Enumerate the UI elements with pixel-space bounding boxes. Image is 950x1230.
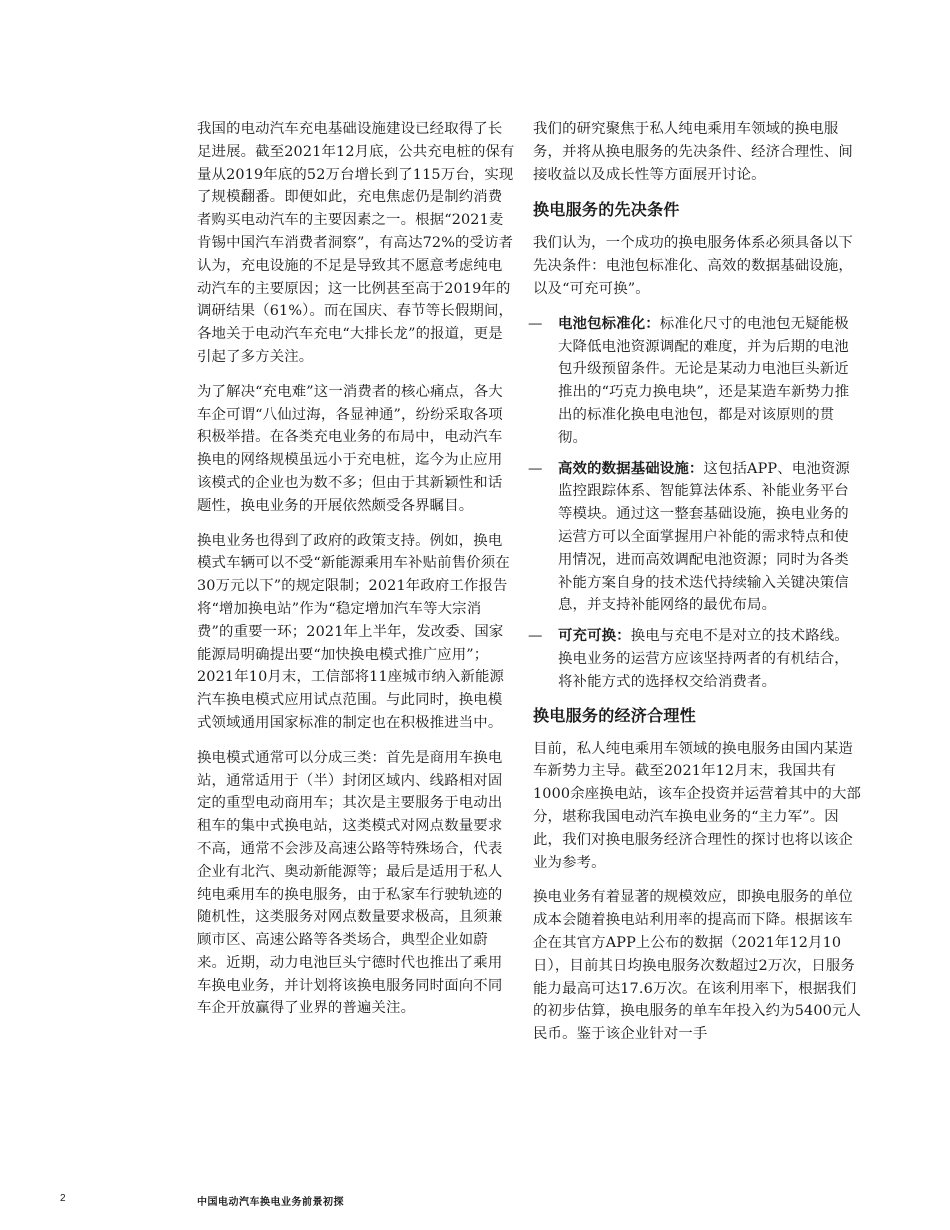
dash-marker: — [528,628,543,645]
body-paragraph: 目前，私人纯电乘用车领域的换电服务由国内某造车新势力主导。截至2021年12月末，我国共有1000余座换电站，该车企投资并运营着其中的大部分，堪称我国电动汽车换电业务的“主力军”。因此，我们对换电服务经济合理性的探讨也将以该企业为参考。 [533,740,862,871]
bullet-item [528,458,863,618]
section-heading: 换电服务的经济合理性 [533,705,697,725]
body-paragraph: 为了解决“充电难”这一消费者的核心痛点，各大车企可谓“八仙过海，各显神通”，纷纷采取各项积极举措。在各类充电业务的布局中，电动汽车换电的网络规模虽远小于充电桩，迄今为止应用该模式的企业也为数不多；但由于其新颖性和话题性，换电业务的开展依然颇受各界瞩目。 [197,383,503,514]
bullet-item [528,313,863,450]
bullet-description: 换电与充电不是对立的技术路线。换电业务的运营方应该坚持两者的有机结合，将补能方式的选择权交给消费者。 [558,628,849,690]
bullet-text [558,625,863,693]
body-paragraph: 我国的电动汽车充电基础设施建设已经取得了长足进展。截至2021年12月底，公共充电桩的保有量从2019年底的52万台增长到了115万台，实现了规模翻番。即便如此，充电焦虑仍是制约消费者购买电动汽车的主要因素之一。根据“2021麦肯锡中国汽车消费者洞察”，有高达72%的受访者认为，充电设施的不足是导致其不愿意考虑纯电动汽车的主要原因；这一比例甚至高于2019年的调研结果（61%）。而在国庆、春节等长假期间，各地关于电动汽车充电“大排长龙”的报道，更是引起了多方关注。 [197,121,515,365]
right-column [528,118,863,1058]
body-paragraph: 换电业务也得到了政府的政策支持。例如，换电模式车辆可以不受“新能源乘用车补贴前售价须在30万元以下”的规定限制；2021年政府工作报告将“增加换电站”作为“稳定增加汽车等大宗消费”的重要一环；2021年上半年，发改委、国家能源局明确提出要“加快换电模式推广应用”；2021年10月末，工信部将11座城市纳入新能源汽车换电模式应用试点范围。与此同时，换电模式领域通用国家标准的制定也在积极推进当中。 [197,532,510,731]
bullet-text [558,458,863,618]
bullet-term: 电池包标准化： [558,314,660,332]
page-number: 2 [60,1193,66,1204]
intro-paragraph: 我们的研究聚焦于私人纯电乘用车领域的换电服务，并将从换电服务的先决条件、经济合理性、间接收益以及成长性等方面展开讨论。 [533,121,853,183]
bullet-term: 高效的数据基础设施： [558,459,704,477]
section-heading: 换电服务的先决条件 [533,200,680,220]
document-title: 中国电动汽车换电业务前景初探 [197,1197,344,1208]
bullet-text [558,313,863,450]
body-paragraph: 换电业务有着显著的规模效应，即换电服务的单位成本会随着换电站利用率的提高而下降。根据该车企在其官方APP上公布的数据（2021年12月10日），目前其日均换电服务次数超过2万次，日服务能力最高可达17.6万次。在该利用率下，根据我们的初步估算，换电服务的单车年投入约为5400元人民币。鉴于该企业针对一手 [533,889,862,1043]
bullet-description: 标准化尺寸的电池包无疑能极大降低电池资源调配的难度，并为后期的电池包升级预留条件。无论是某动力电池巨头新近推出的“巧克力换电块”，还是某造车新势力推出的标准化换电电池包，都是对该原则的贯彻。 [558,315,850,446]
body-paragraph: 我们认为，一个成功的换电服务体系必须具备以下先决条件：电池包标准化、高效的数据基础设施，以及“可充可换”。 [533,235,853,297]
left-column [197,118,515,1032]
body-paragraph: 换电模式通常可以分成三类：首先是商用车换电站，通常适用于（半）封闭区域内、线路相对固定的重型电动商用车；其次是主要服务于电动出租车的集中式换电站，这类模式对网点数量要求不高，通常不会涉及高速公路等特殊场合，代表企业有北汽、奥动新能源等；最后是适用于私人纯电乘用车的换电服务，由于私家车行驶轨迹的随机性，这类服务对网点数量要求极高，且须兼顾市区、高速公路等各类场合，典型企业如蔚来。近期，动力电池巨头宁德时代也推出了乘用车换电业务，并计划将该换电服务同时面向不同车企开放赢得了业界的普遍关注。 [197,749,503,1017]
bullet-description: 这包括APP、电池资源监控跟踪体系、智能算法体系、补能业务平台等模块。通过这一整套基础设施，换电业务的运营方可以全面掌握用户补能的需求特点和使用情况，进而高效调配电池资源；同时为各类补能方案自身的技术迭代持续输入关键决策信息，并支持补能网络的最优布局。 [558,460,850,614]
bullet-term: 可充可换： [558,627,631,645]
dash-marker: — [528,315,543,332]
bullet-item [528,625,863,693]
dash-marker: — [528,460,543,477]
